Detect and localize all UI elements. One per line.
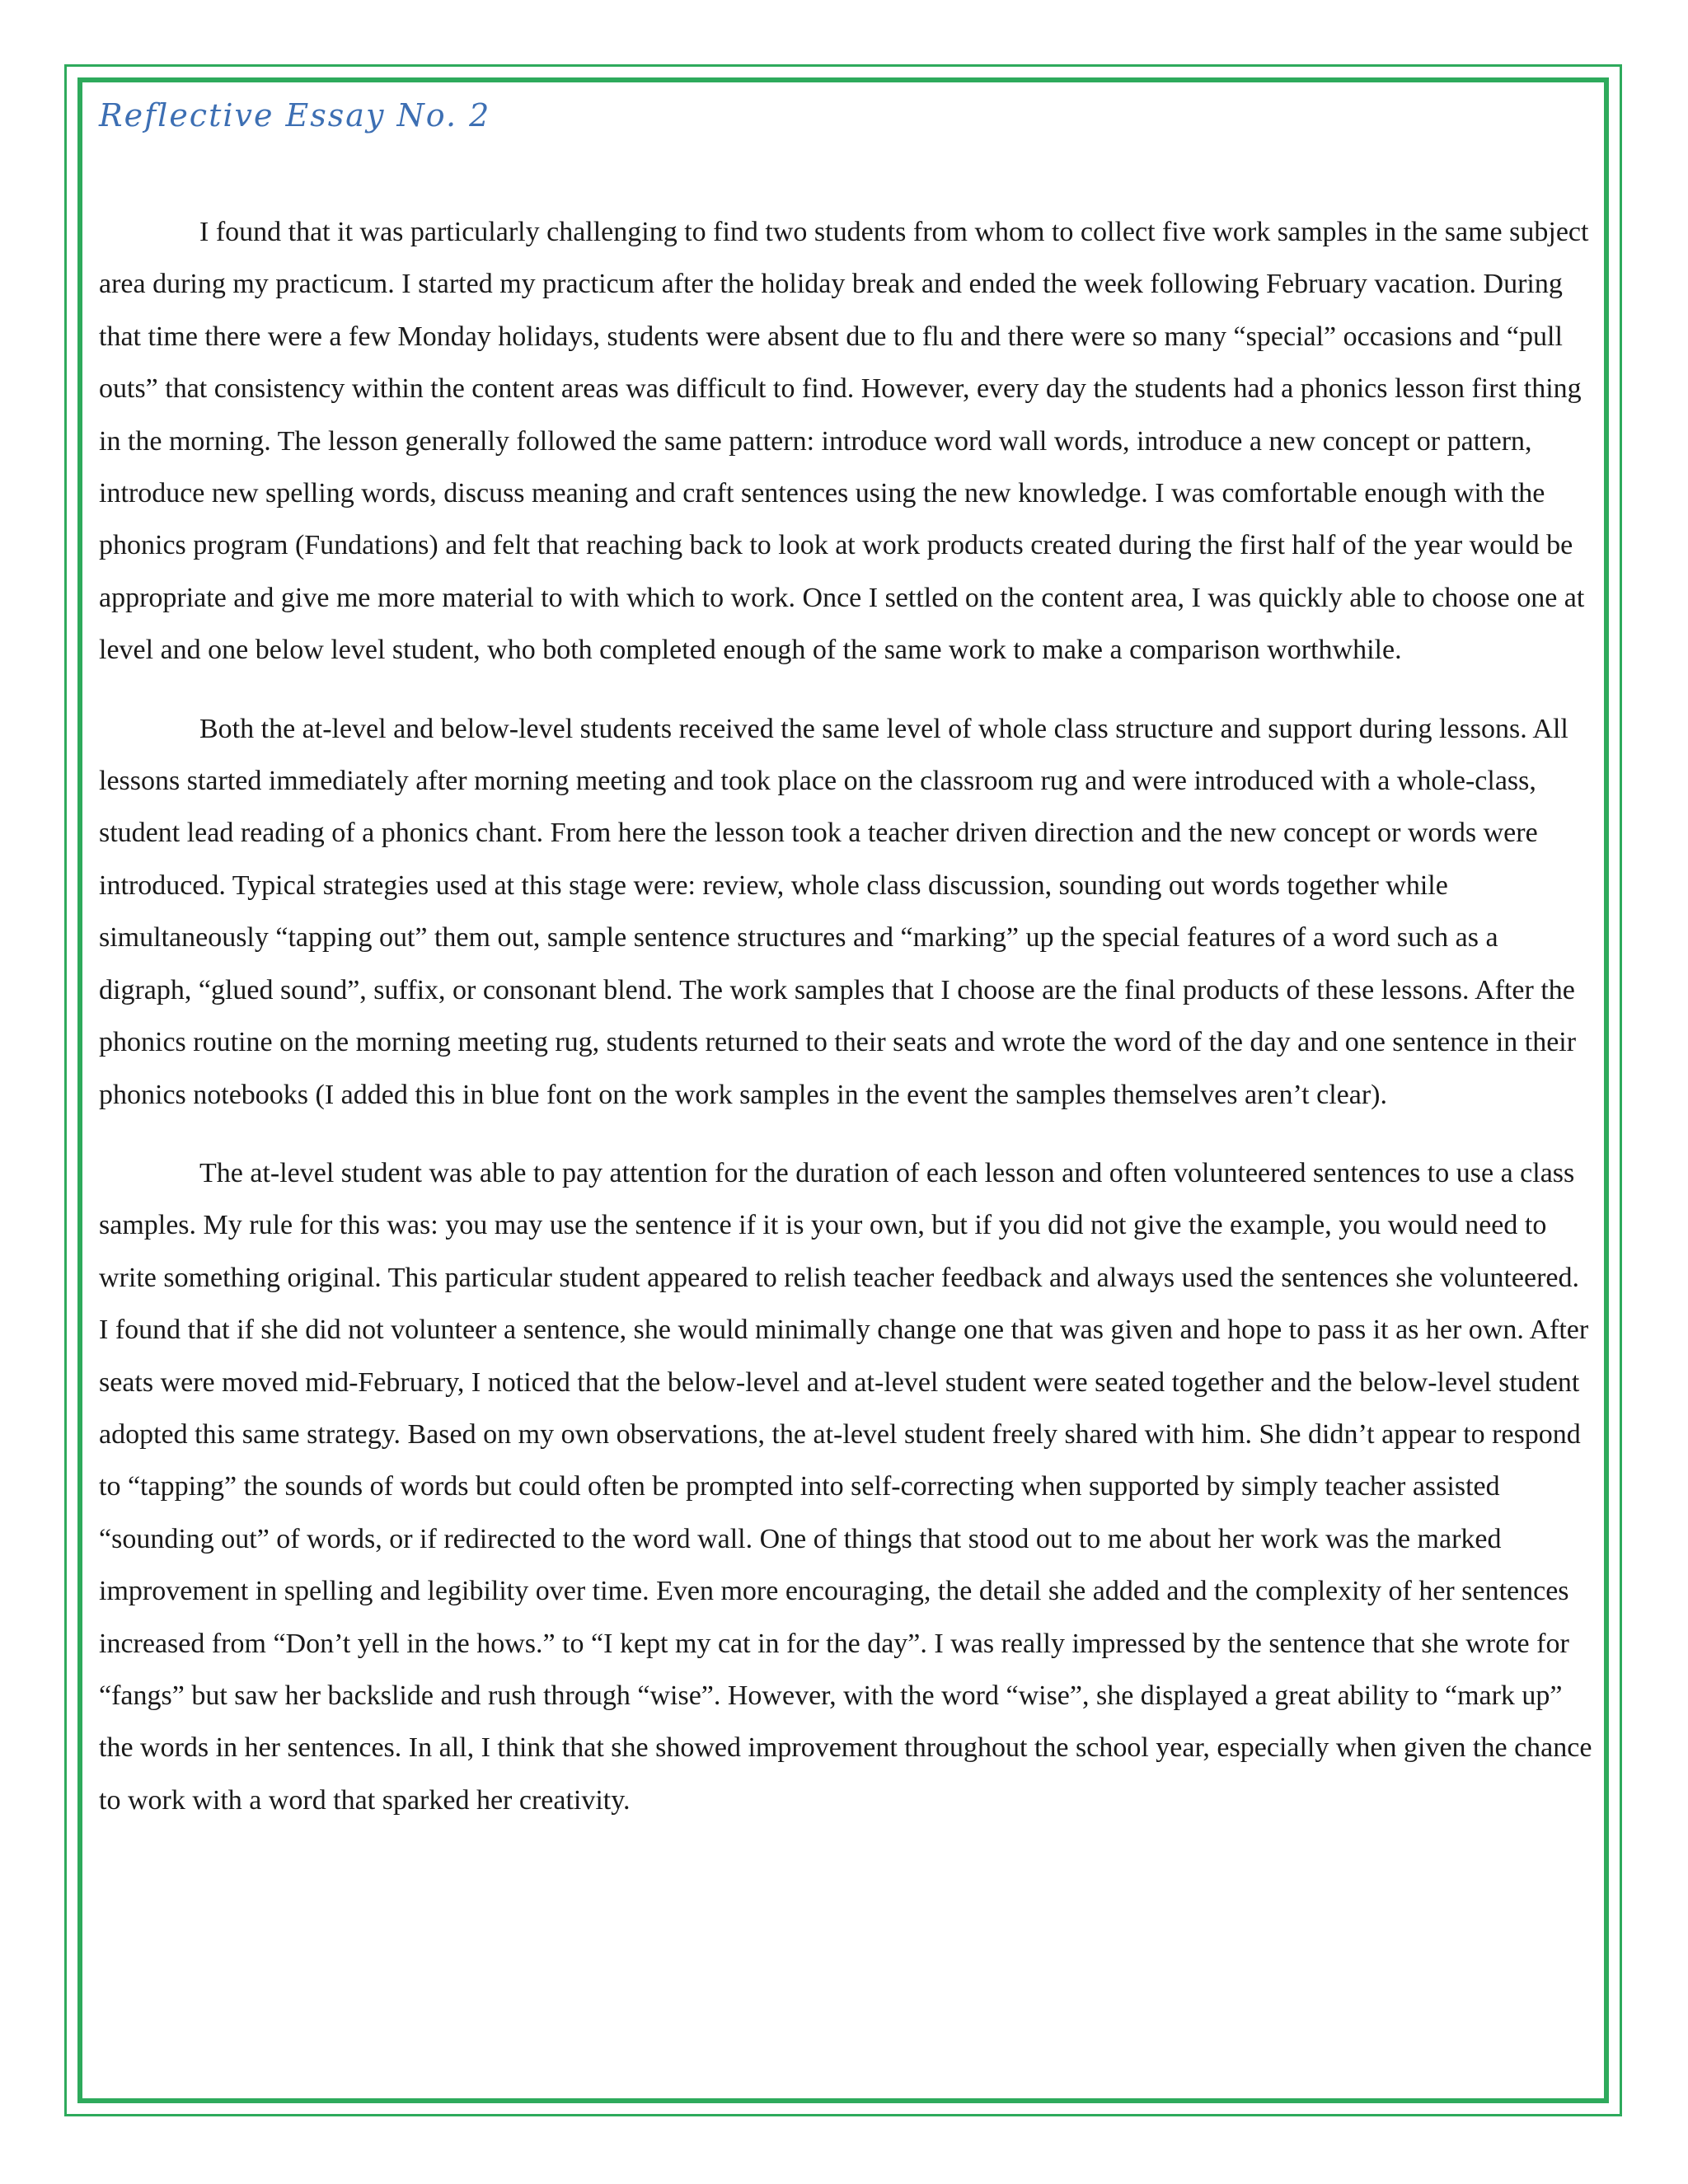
- essay-paragraph-1: I found that it was particularly challenging to find two students from whom to collect five work samples in the same subject area during my practicum. I started my practicum after the holiday break and ended the week following February vacation. During that time there were a few Monday holidays, students were absent due to flu and there were so many “special” occasions and “pull outs” that consistency within the content areas was difficult to find. However, every day the students had a phonics lesson first thing in the morning. The lesson generally followed the same pattern: introduce word wall words, introduce a new concept or pattern, introduce new spelling words, discuss meaning and craft sentences using the new knowledge. I was comfortable enough with the phonics program (Fundations) and felt that reaching back to look at work products created during the first half of the year would be appropriate and give me more material to with which to work. Once I settled on the content area, I was quickly able to choose one at level and one below level student, who both completed enough of the same work to make a comparison worthwhile.: [99, 217, 1589, 666]
- essay-body: [99, 206, 1595, 1853]
- essay-paragraph-3: The at-level student was able to pay attention for the duration of each lesson and often volunteered sentences to use a class samples. My rule for this was: you may use the sentence if it is your own, but if you did not give the example, you would need to write something original. This particular student appeared to relish teacher feedback and always used the sentences she volunteered. I found that if she did not volunteer a sentence, she would minimally change one that was given and hope to pass it as her own. After seats were moved mid-February, I noticed that the below-level and at-level student were seated together and the below-level student adopted this same strategy. Based on my own observations, the at-level student freely shared with him. She didn’t appear to respond to “tapping” the sounds of words but could often be prompted into self-correcting when supported by simply teacher assisted “sounding out” of words, or if redirected to the word wall. One of things that stood out to me about her work was the marked improvement in spelling and legibility over time. Even more encouraging, the detail she added and the complexity of her sentences increased from “Don’t yell in the hows.” to “I kept my cat in for the day”. I was really impressed by the sentence that she wrote for “fangs” but saw her backslide and rush through “wise”. However, with the word “wise”, she displayed a great ability to “mark up” the words in her sentences. In all, I think that she showed improvement throughout the school year, especially when given the chance to work with a word that sparked her creativity.: [99, 1157, 1592, 1816]
- essay-paragraph-2: Both the at-level and below-level students received the same level of whole class structure and support during lessons. All lessons started immediately after morning meeting and took place on the classroom rug and were introduced with a whole-class, student lead reading of a phonics chant. From here the lesson took a teacher driven direction and the new concept or words were introduced. Typical strategies used at this stage were: review, whole class discussion, sounding out words together while simultaneously “tapping out” them out, sample sentence structures and “marking” up the special features of a word such as a digraph, “glued sound”, suffix, or consonant blend. The work samples that I choose are the final products of these lessons. After the phonics routine on the morning meeting rug, students returned to their seats and wrote the word of the day and one sentence in their phonics notebooks (I added this in blue font on the work samples in the event the samples themselves aren’t clear).: [99, 713, 1577, 1110]
- essay-title: Reflective Essay No. 2: [99, 97, 491, 134]
